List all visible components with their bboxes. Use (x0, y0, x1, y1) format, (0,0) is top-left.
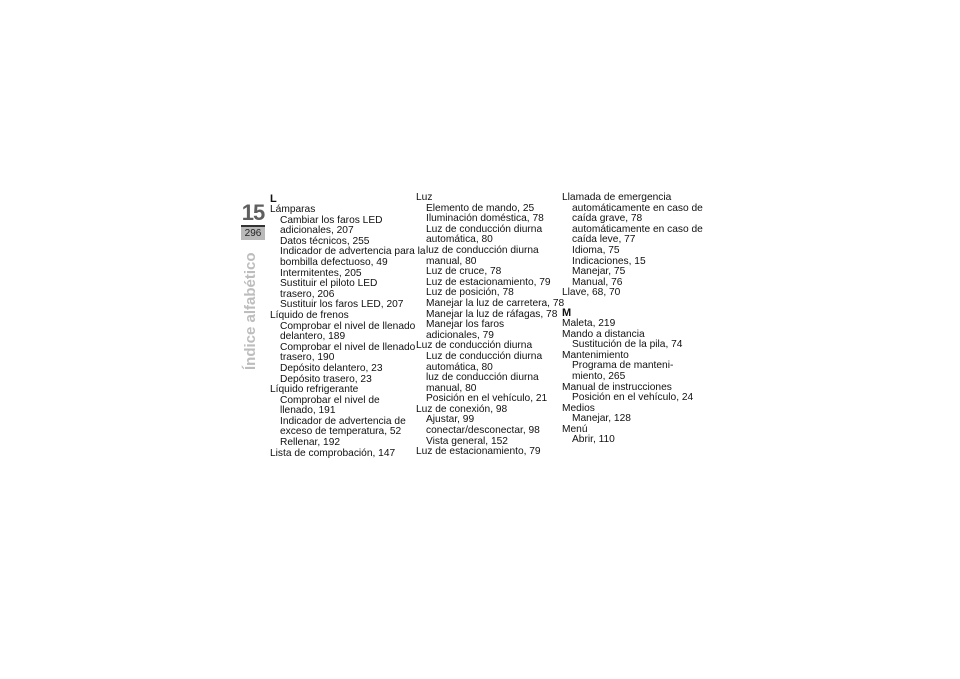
index-subentry (416, 320, 558, 341)
index-entry (562, 288, 704, 299)
index-subentry-line: Indicaciones, 15 (572, 255, 646, 267)
index-entry-term: Luz de estacionamiento, 79 (416, 446, 541, 458)
index-subentry (270, 279, 412, 300)
index-subentry-line: adicionales, 207 (280, 225, 354, 237)
index-subentry-line: manual, 80 (426, 382, 477, 394)
index-entry-term: Luz (416, 192, 433, 203)
index-subentry-line: automática, 80 (426, 234, 493, 246)
index-subentry-line: llenado, 191 (280, 405, 336, 417)
index-subentry-line: Manejar, 128 (572, 413, 631, 425)
index-subentry-line: Posición en el vehículo, 24 (572, 392, 694, 404)
page-number: 296 (241, 225, 265, 240)
index-subentry-line: Programa de manteni- (572, 360, 674, 372)
index-entry-term: Líquido de frenos (270, 309, 349, 321)
index-subentry-line: delantero, 189 (280, 331, 346, 343)
index-subentry-line: Manejar la luz de ráfagas, 78 (426, 308, 558, 320)
index-subentry-line: trasero, 190 (280, 352, 335, 364)
index-entry (562, 383, 704, 404)
index-subentry-line: Luz de cruce, 78 (426, 266, 502, 278)
index-entry-term: Manual de instrucciones (562, 381, 672, 393)
side-section-title: Índice alfabético (242, 252, 259, 370)
index-subentry-line: Sustituir el piloto LED (280, 278, 378, 290)
index-subentry-line: Ajustar, 99 (426, 414, 475, 426)
index-subentry (562, 225, 704, 246)
index-subentry-line: adicionales, 79 (426, 329, 494, 341)
index-subentry (270, 396, 412, 417)
index-subentry-line: Depósito trasero, 23 (280, 373, 372, 385)
index-subentry-line: caída grave, 78 (572, 213, 643, 225)
index-subentry-line: trasero, 206 (280, 288, 335, 300)
index-entry (416, 192, 565, 341)
index-subentry-line: bombilla defectuoso, 49 (280, 256, 388, 268)
index-subentry-line: Luz de estacionamiento, 79 (426, 276, 551, 288)
index-column-3 (562, 193, 704, 446)
index-subentry-line: Luz de conducción diurna (426, 223, 543, 235)
index-subentry-line: manual, 80 (426, 255, 477, 267)
index-subentry (562, 435, 704, 446)
index-subentry-line: Indicador de advertencia para la (280, 246, 426, 258)
index-subentry-line: Manual, 76 (572, 276, 623, 288)
index-entry (562, 425, 704, 446)
index-subentry-line: luz de conducción diurna (426, 244, 539, 256)
index-subentry-line: Manejar, 75 (572, 266, 626, 278)
index-subentry (270, 341, 416, 364)
index-subentry-line: Cambiar los faros LED (280, 214, 383, 226)
index-entry-term: Luz de conducción diurna (416, 340, 533, 352)
index-entry (562, 330, 704, 351)
index-subentry (270, 417, 412, 438)
index-subentry (562, 361, 704, 382)
index-entry (270, 449, 412, 460)
section-gap (562, 299, 704, 307)
index-subentry-line: miento, 265 (572, 370, 626, 382)
index-subentry (416, 352, 558, 373)
index-letter-heading: L (270, 193, 277, 205)
index-subentry-line: Luz de posición, 78 (426, 287, 514, 299)
index-entry-term: Luz de conexión, 98 (416, 403, 508, 415)
index-subentry-line: Posición en el vehículo, 21 (426, 393, 548, 405)
index-entry-term: Lámparas (270, 204, 316, 215)
index-entry-term: Menú (562, 423, 588, 435)
index-subentry (270, 364, 412, 375)
index-entry-term: Llave, 68, 70 (562, 287, 621, 299)
index-subentry-line: Depósito delantero, 23 (280, 362, 383, 374)
index-subentry-line: caída leve, 77 (572, 234, 636, 246)
index-subentry-line: Datos técnicos, 255 (280, 235, 370, 247)
index-subentry-line: automática, 80 (426, 361, 493, 373)
index-entry-term: Medios (562, 402, 595, 414)
index-subentry-line: automáticamente en caso de (572, 202, 703, 214)
index-entry (270, 385, 412, 449)
index-entry (562, 319, 704, 330)
index-subentry-line: Intermitentes, 205 (280, 267, 362, 279)
index-subentry-line: Manejar la luz de carretera, 78 (426, 297, 565, 309)
index-subentry-line: Luz de conducción diurna (426, 350, 543, 362)
index-subentry (416, 225, 558, 246)
index-subentry (270, 320, 416, 343)
index-subentry (416, 297, 565, 310)
index-entry-term: Maleta, 219 (562, 317, 616, 329)
index-subentry-line: Comprobar el nivel de llenado (280, 341, 416, 353)
index-subentry (270, 216, 412, 237)
index-entry-term: Lista de comprobación, 147 (270, 447, 396, 459)
index-entry-term: Llamada de emergencia (562, 192, 672, 203)
index-entry (562, 404, 704, 425)
index-subentry-line: Abrir, 110 (572, 434, 615, 446)
index-letter-heading: M (562, 306, 572, 319)
index-subentry (562, 246, 704, 257)
index-entry (270, 204, 426, 311)
index-subentry-line: Rellenar, 192 (280, 437, 341, 449)
index-subentry-line: Sustituir los faros LED, 207 (280, 299, 404, 311)
index-entry-term: Líquido refrigerante (270, 384, 359, 396)
index-subentry-line: Comprobar el nivel de (280, 394, 380, 406)
index-entry (416, 447, 558, 458)
index-subentry-line: conectar/desconectar, 98 (426, 425, 540, 437)
index-subentry-line: Sustitución de la pila, 74 (572, 339, 683, 351)
index-entry (270, 309, 416, 385)
index-subentry-line: Vista general, 152 (426, 435, 508, 447)
index-subentry-line: automáticamente en caso de (572, 223, 703, 235)
index-subentry-line: Elemento de mando, 25 (426, 202, 535, 214)
index-subentry (416, 246, 558, 267)
index-subentry-line: Iluminación doméstica, 78 (426, 213, 544, 225)
index-entry (416, 341, 558, 405)
chapter-marker (241, 201, 265, 239)
index-entry (562, 193, 704, 288)
index-entry-term: Mantenimiento (562, 349, 629, 361)
index-column-2 (416, 192, 565, 458)
index-entry (562, 351, 704, 383)
index-subentry (562, 204, 704, 225)
index-subentry-line: Idioma, 75 (572, 244, 620, 256)
index-subentry-line: exceso de temperatura, 52 (280, 426, 402, 438)
index-entry (416, 405, 558, 447)
index-subentry-line: Comprobar el nivel de llenado (280, 320, 416, 332)
index-subentry-line: Indicador de advertencia de (280, 415, 406, 427)
index-entry-term: Mando a distancia (562, 328, 645, 340)
index-subentry-line: luz de conducción diurna (426, 372, 539, 384)
chapter-number: 15 (241, 200, 265, 225)
index-subentry-line: Manejar los faros (426, 319, 505, 331)
index-subentry (270, 246, 426, 268)
index-subentry (416, 373, 558, 394)
